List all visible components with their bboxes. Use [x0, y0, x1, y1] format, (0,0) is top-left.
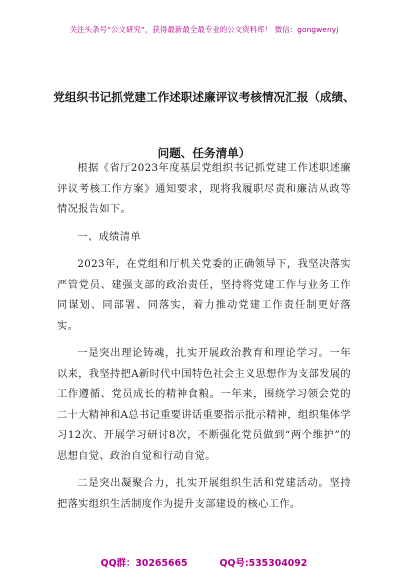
- header-banner: 关注头条号“公文研究”，获得最新最全最专业的公文资料库！ 微信：gongwenyj: [69, 25, 339, 34]
- footer-qq-number: QQ号:535304092: [219, 558, 308, 569]
- footer-qq-group: QQ群：30265665: [100, 558, 188, 569]
- paragraph-theory: 一是突出理论铸魂，扎实开展政治教育和理论学习。一年以来，我坚持把A新时代中国特色社会主义思想作为支部发展的工作遵循、党员成长的精神食粮。一年来，围绕学习领会党的二十大精神和A总书记重要讲话重要指示批示精神，组织集体学习12次、开展学习研讨8次，不断强化党员做到“两个维护”的思想自觉、政治自觉和行动自觉。: [57, 348, 351, 462]
- paragraph-overview: 2023年，在党组和厅机关党委的正确领导下，我坚决落实严管党员、建强支部的政治责任，坚持将党建工作与业务工作同谋划、同部署、同落实，着力推动党建工作责任制更好落实。: [57, 259, 351, 332]
- section-heading-achievements: 一、成绩清单: [77, 231, 141, 243]
- paragraph-organization: 二是突出凝聚合力，扎实开展组织生活和党建活动。坚持把落实组织生活制度作为提升支部建设的核心工作。: [57, 478, 351, 510]
- title-line-1: 党组织书记抓党建工作述职述廉评议考核情况汇报（成绩、: [53, 90, 355, 104]
- document-body: [57, 159, 351, 522]
- footer-contact: [0, 555, 408, 569]
- intro-paragraph: 根据《省厅2023年度基层党组织书记抓党建工作述职述廉评议考核工作方案》通知要求，现将我履职尽责和廉洁从政等情况报告如下。: [57, 163, 351, 215]
- title-line-2: 问题、任务清单）: [157, 146, 251, 160]
